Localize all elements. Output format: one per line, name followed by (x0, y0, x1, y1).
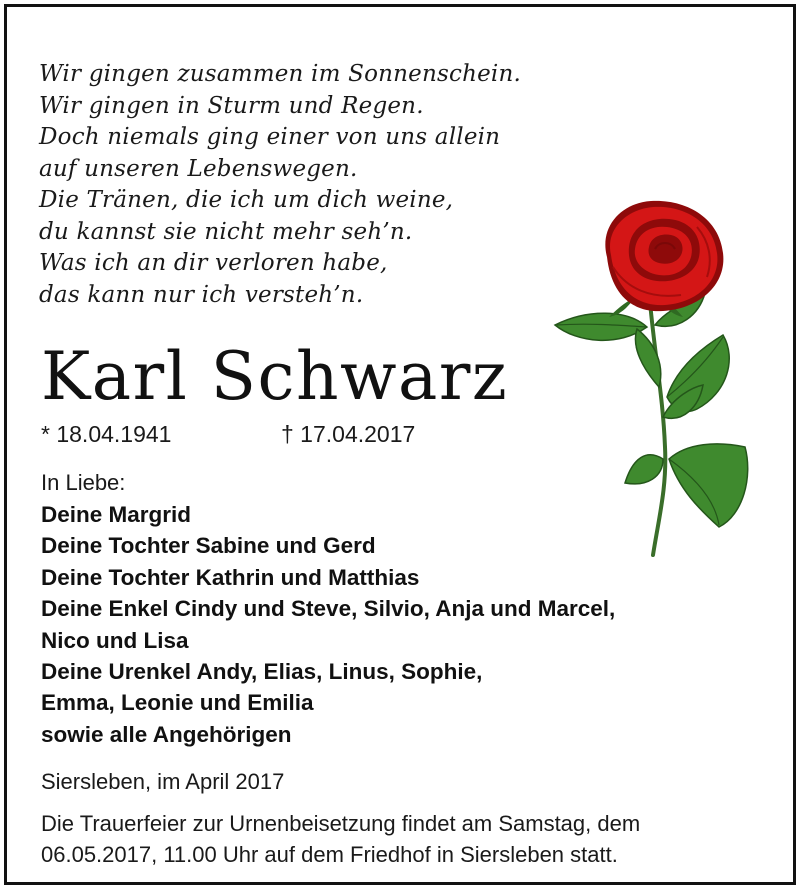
poem-line: du kannst sie nicht mehr seh’n. (39, 218, 413, 245)
mourner-line: sowie alle Angehörigen (41, 721, 292, 747)
poem-line: Wir gingen zusammen im Sonnenschein. (39, 61, 521, 87)
rose-stem (650, 302, 665, 555)
funeral-notice (41, 808, 640, 870)
mourner-line: Deine Tochter Kathrin und Matthias (41, 564, 420, 590)
rose-petal (648, 235, 682, 264)
rose-leaf (555, 313, 647, 340)
funeral-notice-line: 06.05.2017, 11.00 Uhr auf dem Friedhof in Siersleben statt. (41, 842, 618, 867)
poem-line: auf unseren Lebenswegen. (39, 155, 358, 182)
mourners-intro: In Liebe: (41, 470, 126, 495)
death-date: † 17.04.2017 (281, 421, 416, 447)
rose-leaf (669, 444, 748, 527)
mourner-line: Deine Urenkel Andy, Elias, Linus, Sophie, (41, 659, 483, 685)
red-rose-icon (547, 197, 767, 562)
rose-leaf (635, 329, 660, 387)
funeral-notice-line: Die Trauerfeier zur Urnenbeisetzung findet am Samstag, dem (41, 811, 641, 836)
poem-line: Die Tränen, die ich um dich weine, (39, 187, 454, 213)
place-and-date: Siersleben, im April 2017 (41, 769, 285, 794)
poem-line: Wir gingen in Sturm und Regen. (39, 92, 424, 119)
mourner-line: Deine Enkel Cindy und Steve, Silvio, Anja und Marcel, (41, 596, 616, 622)
mourner-line: Deine Margrid (41, 502, 192, 527)
poem-line: Was ich an dir verloren habe, (39, 250, 388, 276)
mourner-line: Emma, Leonie und Emilia (41, 690, 314, 716)
poem-line: Doch niemals ging einer von uns allein (39, 124, 501, 150)
mourners-list (41, 499, 615, 750)
poem-line: das kann nur ich versteh’n. (39, 281, 364, 308)
poem (39, 59, 521, 311)
mourner-line: Nico und Lisa (41, 627, 189, 653)
deceased-name: Karl Schwarz (41, 338, 509, 415)
birth-date: * 18.04.1941 (41, 421, 172, 447)
obituary-frame (4, 4, 796, 885)
mourner-line: Deine Tochter Sabine und Gerd (41, 533, 376, 559)
rose-leaf (625, 455, 663, 484)
